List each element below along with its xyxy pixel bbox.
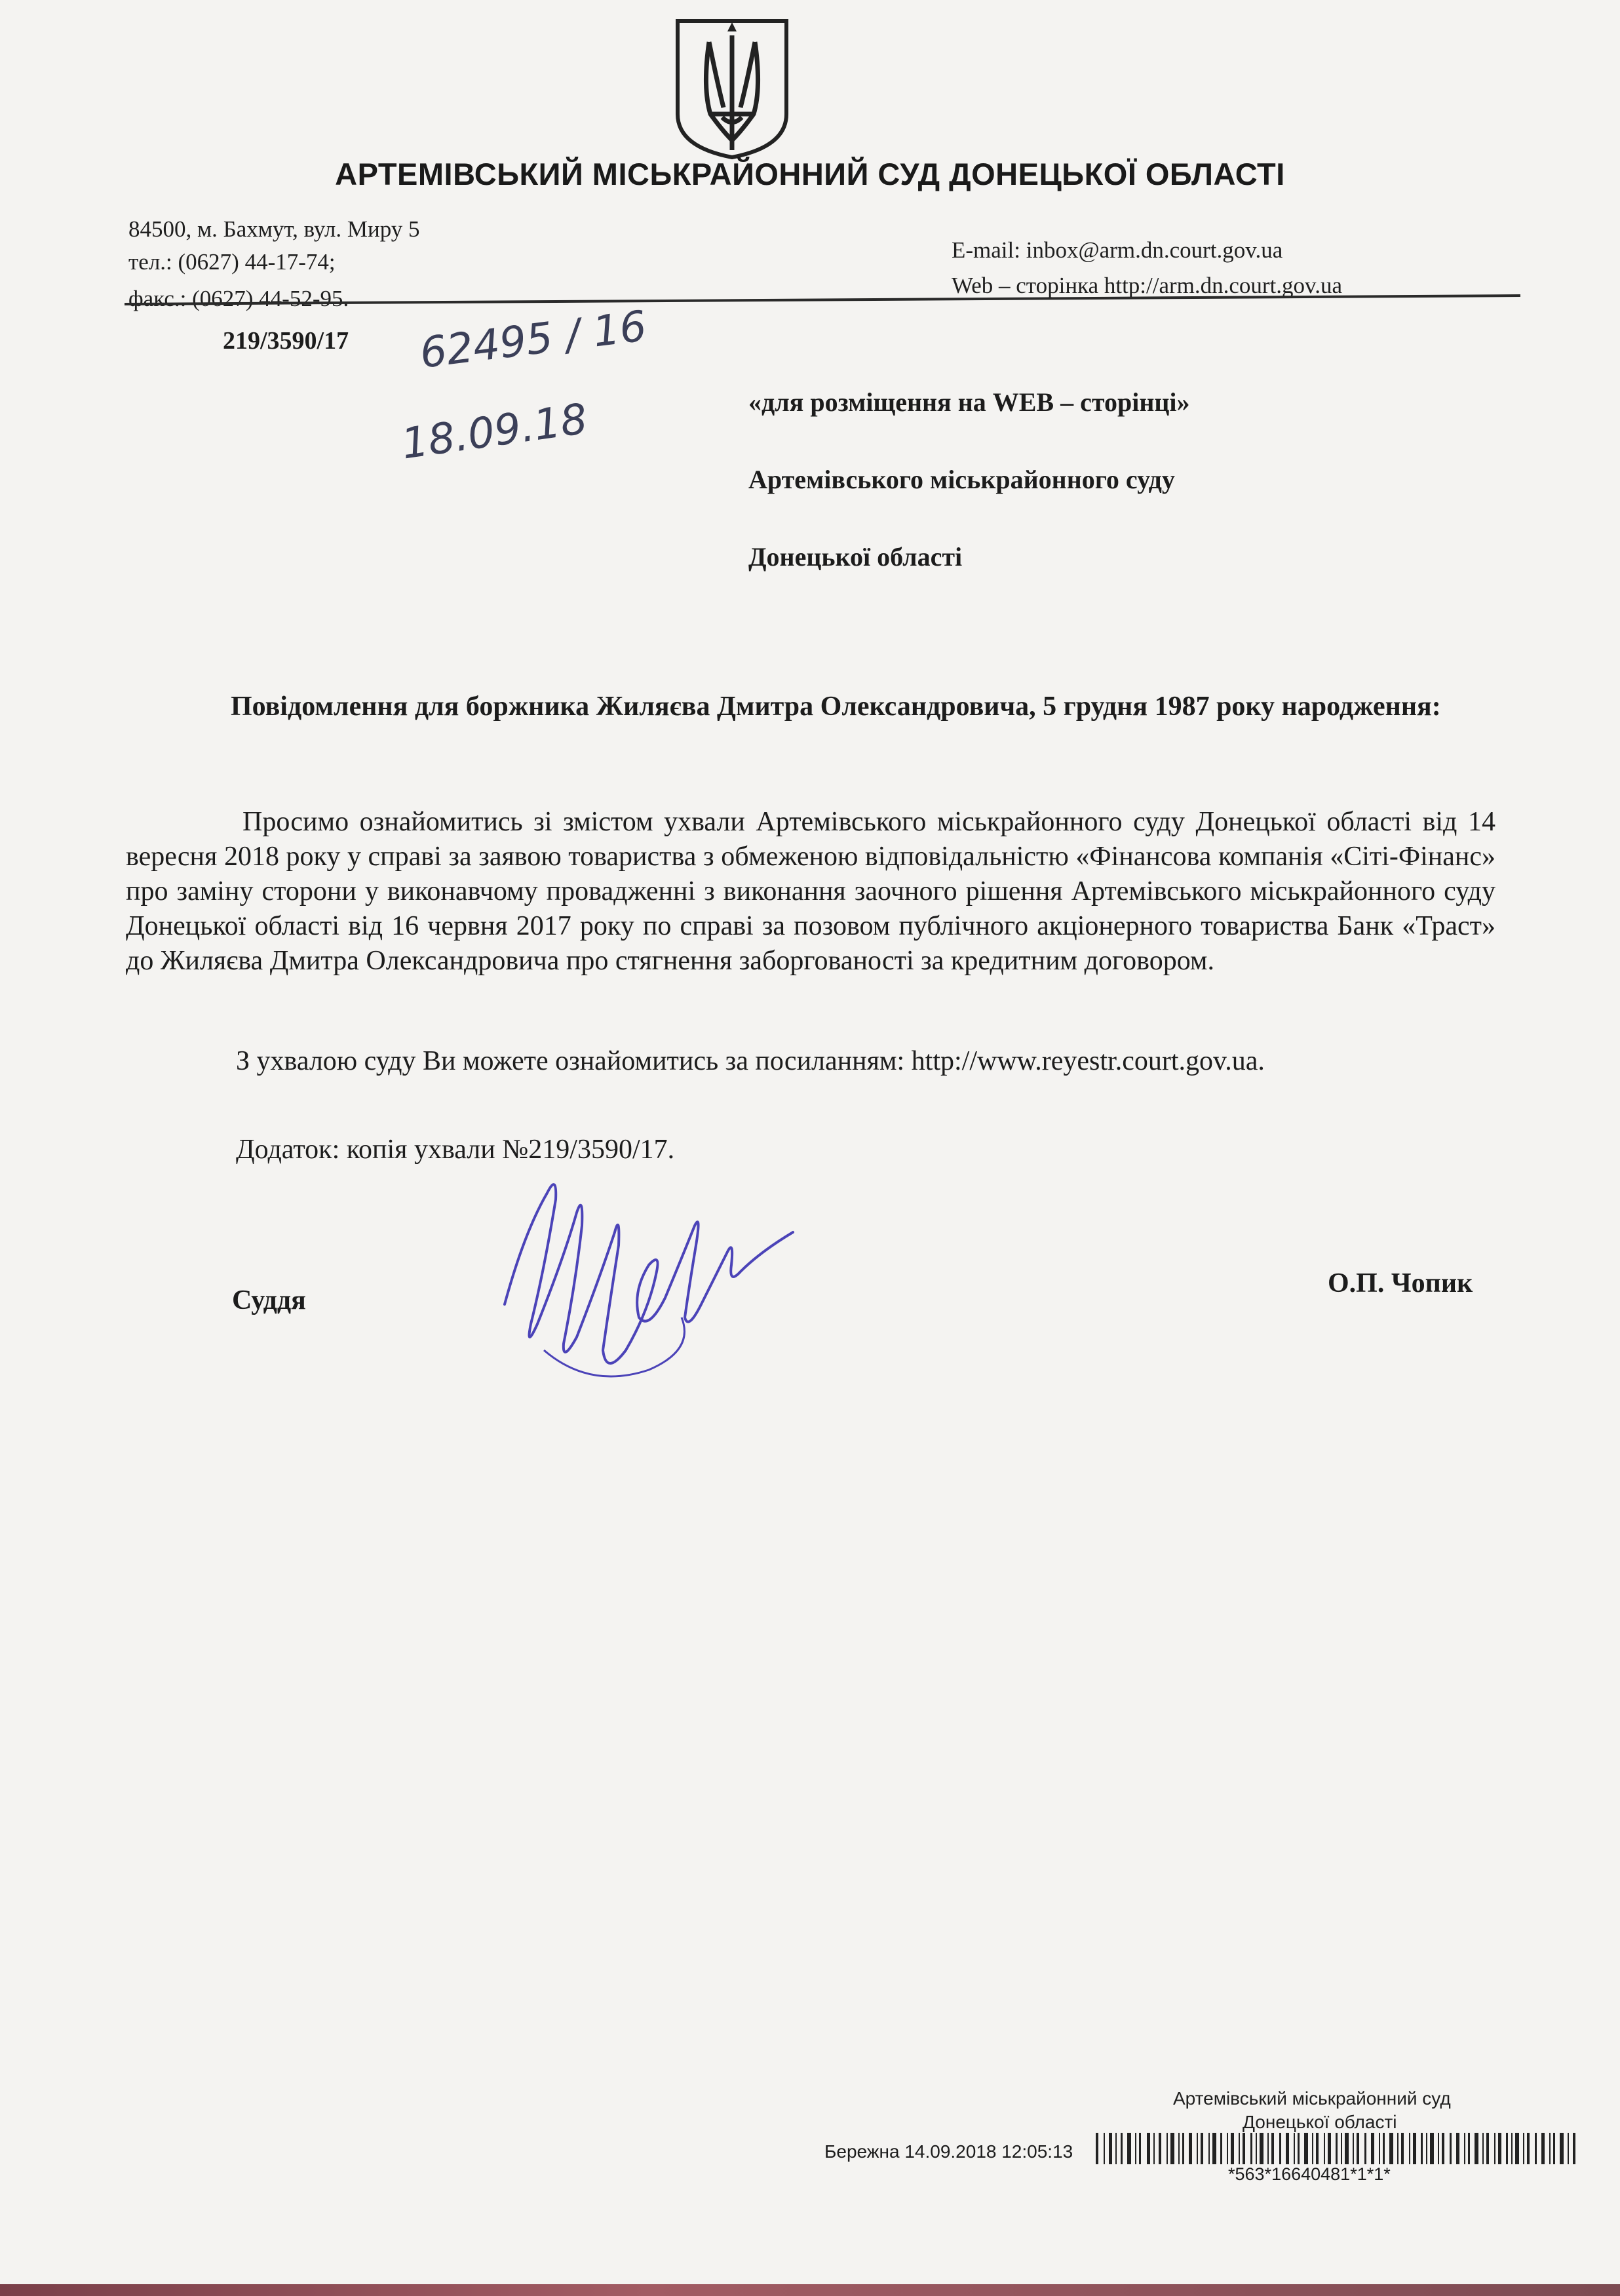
court-web[interactable]: Web – сторінка http://arm.dn.court.gov.ua [952, 273, 1343, 298]
handwritten-incoming-number: 62495 / 16 [417, 302, 649, 378]
handwritten-incoming-date: 18.09.18 [398, 395, 590, 469]
recipient-line-1: «для розміщення на WEB – сторінці» [748, 387, 1190, 417]
recipient-line-2: Артемівського міськрайонного суду [748, 465, 1175, 494]
court-address: 84500, м. Бахмут, вул. Миру 5 [128, 216, 420, 242]
court-name: АРТЕМІВСЬКИЙ МІСЬКРАЙОННИЙ СУД ДОНЕЦЬКОЇ ОБЛАСТІ [335, 157, 1285, 191]
signer-role: Суддя [232, 1285, 306, 1315]
barcode-number: *563*16640481*1*1* [1228, 2164, 1391, 2184]
recipient-line-3: Донецької області [748, 542, 963, 572]
attachment-note: Додаток: копія ухвали №219/3590/17. [236, 1135, 675, 1165]
signer-name: О.П. Чопик [1328, 1268, 1473, 1298]
court-fax: факс.: (0627) 44-52-95. [128, 286, 349, 311]
judge-signature [485, 1154, 813, 1403]
stamp-org-line-2: Донецької області [1243, 2112, 1397, 2132]
registration-stamp: Бережна 14.09.2018 12:05:13 [824, 2141, 1073, 2162]
court-email[interactable]: E-mail: inbox@arm.dn.court.gov.ua [952, 237, 1283, 263]
stamp-org-line-1: Артемівський міськрайонний суд [1173, 2088, 1451, 2109]
scan-edge [0, 2284, 1620, 2296]
notice-title: Повідомлення для боржника Жиляєва Дмитра Олександровича, 5 грудня 1987 року народження: [231, 691, 1441, 722]
coat-of-arms-icon [670, 16, 794, 161]
notice-paragraph: Просимо ознайомитись зі змістом ухвали Артемівського міськрайонного суду Донецької області від 14 вересня 2018 року у справі за заявою товариства з обмеженою відповідальністю «Фінансова компанія «Сіті-Фінанс» про заміну сторони у виконавчому провадженні з виконання заочного рішення Артемівського міськрайонного суду Донецької області від 16 червня 2017 року по справі за позовом публічного акціонерного товариства Банк «Траст» до Жиляєва Дмитра Олександровича про стягнення заборгованості за кредитним договором. [126, 807, 1495, 976]
registry-link[interactable]: З ухвалою суду Ви можете ознайомитись за посиланням: http://www.reyestr.court.gov.ua. [236, 1046, 1265, 1076]
case-number: 219/3590/17 [223, 327, 349, 355]
court-phone: тел.: (0627) 44-17-74; [128, 249, 336, 275]
barcode [1096, 2133, 1581, 2164]
